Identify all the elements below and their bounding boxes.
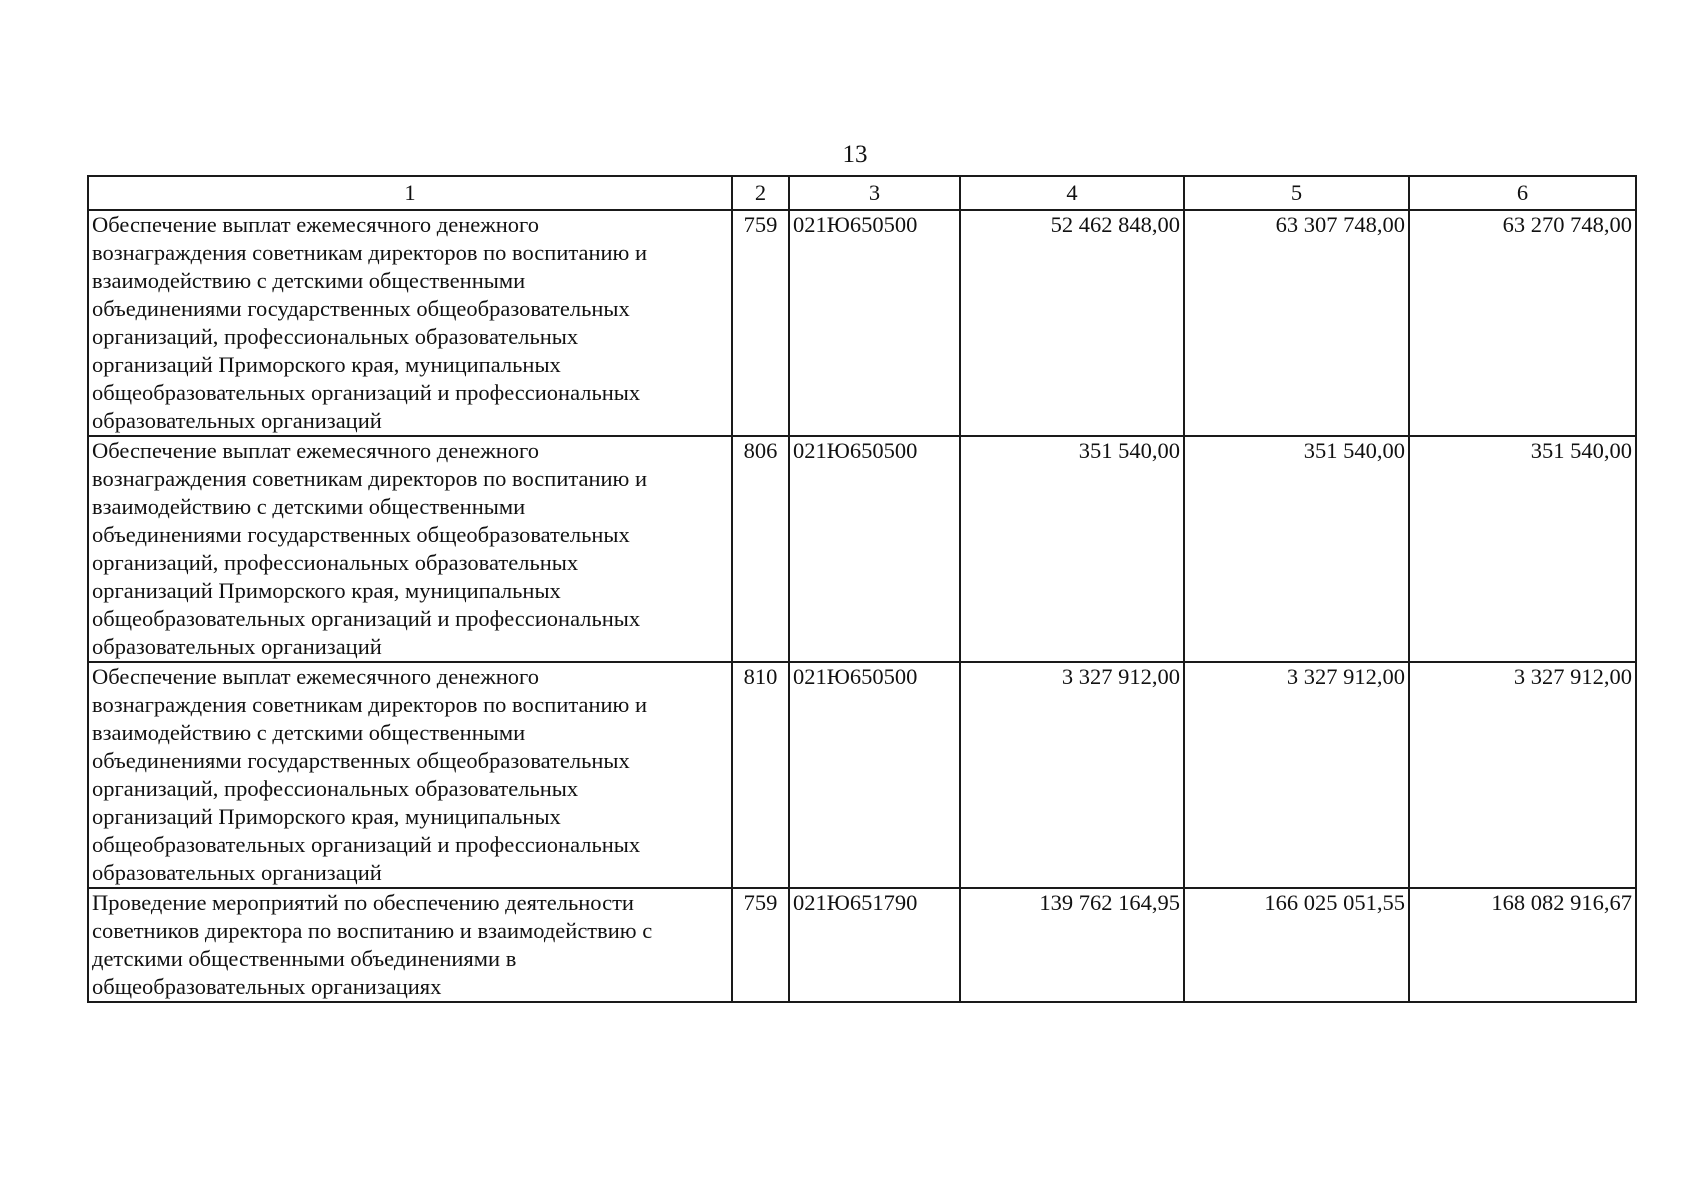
row-description bbox=[88, 436, 732, 662]
description-line: вознаграждения советникам директоров по воспитанию и bbox=[92, 692, 648, 717]
row-value-6: 351 540,00 bbox=[1409, 436, 1636, 662]
row-value-6: 63 270 748,00 bbox=[1409, 210, 1636, 436]
table-row bbox=[88, 210, 1636, 436]
row-value-4: 139 762 164,95 bbox=[960, 888, 1184, 1002]
row-value-5: 351 540,00 bbox=[1184, 436, 1409, 662]
description-line: взаимодействию с детскими общественными bbox=[92, 494, 526, 519]
description-line: Обеспечение выплат ежемесячного денежного bbox=[92, 664, 539, 689]
description-line: организаций Приморского края, муниципальных bbox=[92, 352, 561, 377]
column-header: 6 bbox=[1409, 176, 1636, 210]
row-code: 810 bbox=[732, 662, 789, 888]
table-row bbox=[88, 436, 1636, 662]
description-line: общеобразовательных организациях bbox=[92, 974, 442, 999]
row-kbk: 021Ю650500 bbox=[789, 210, 960, 436]
row-description bbox=[88, 662, 732, 888]
table-header-row bbox=[88, 176, 1636, 210]
description-line: организаций, профессиональных образовательных bbox=[92, 550, 579, 575]
description-line: детскими общественными объединениями в bbox=[92, 946, 517, 971]
description-line: общеобразовательных организаций и профессиональных bbox=[92, 380, 641, 405]
row-value-4: 52 462 848,00 bbox=[960, 210, 1184, 436]
row-code: 806 bbox=[732, 436, 789, 662]
row-value-4: 3 327 912,00 bbox=[960, 662, 1184, 888]
page-number: 13 bbox=[842, 141, 868, 168]
row-kbk: 021Ю651790 bbox=[789, 888, 960, 1002]
row-value-5: 3 327 912,00 bbox=[1184, 662, 1409, 888]
row-value-6: 3 327 912,00 bbox=[1409, 662, 1636, 888]
description-line: объединениями государственных общеобразовательных bbox=[92, 748, 630, 773]
description-line: Обеспечение выплат ежемесячного денежного bbox=[92, 212, 539, 237]
description-line: советников директора по воспитанию и взаимодействию с bbox=[92, 918, 653, 943]
row-description bbox=[88, 888, 732, 1002]
description-line: организаций, профессиональных образовательных bbox=[92, 776, 579, 801]
row-value-4: 351 540,00 bbox=[960, 436, 1184, 662]
column-header: 2 bbox=[732, 176, 789, 210]
column-header: 3 bbox=[789, 176, 960, 210]
row-value-6: 168 082 916,67 bbox=[1409, 888, 1636, 1002]
description-line: организаций Приморского края, муниципальных bbox=[92, 804, 561, 829]
description-line: образовательных организаций bbox=[92, 408, 382, 433]
description-line: вознаграждения советникам директоров по воспитанию и bbox=[92, 466, 648, 491]
description-line: общеобразовательных организаций и профессиональных bbox=[92, 832, 641, 857]
column-header: 4 bbox=[960, 176, 1184, 210]
budget-table bbox=[87, 175, 1637, 1003]
table-row bbox=[88, 888, 1636, 1002]
description-line: Обеспечение выплат ежемесячного денежного bbox=[92, 438, 539, 463]
row-code: 759 bbox=[732, 888, 789, 1002]
description-line: вознаграждения советникам директоров по воспитанию и bbox=[92, 240, 648, 265]
description-line: организаций, профессиональных образовательных bbox=[92, 324, 579, 349]
description-line: образовательных организаций bbox=[92, 634, 382, 659]
description-line: образовательных организаций bbox=[92, 860, 382, 885]
description-line: объединениями государственных общеобразовательных bbox=[92, 296, 630, 321]
row-code: 759 bbox=[732, 210, 789, 436]
description-line: организаций Приморского края, муниципальных bbox=[92, 578, 561, 603]
description-line: объединениями государственных общеобразовательных bbox=[92, 522, 630, 547]
row-kbk: 021Ю650500 bbox=[789, 662, 960, 888]
row-value-5: 63 307 748,00 bbox=[1184, 210, 1409, 436]
row-description bbox=[88, 210, 732, 436]
description-line: общеобразовательных организаций и профессиональных bbox=[92, 606, 641, 631]
description-line: взаимодействию с детскими общественными bbox=[92, 268, 526, 293]
table-row bbox=[88, 662, 1636, 888]
column-header: 1 bbox=[88, 176, 732, 210]
description-line: взаимодействию с детскими общественными bbox=[92, 720, 526, 745]
row-value-5: 166 025 051,55 bbox=[1184, 888, 1409, 1002]
row-kbk: 021Ю650500 bbox=[789, 436, 960, 662]
column-header: 5 bbox=[1184, 176, 1409, 210]
description-line: Проведение мероприятий по обеспечению деятельности bbox=[92, 890, 634, 915]
